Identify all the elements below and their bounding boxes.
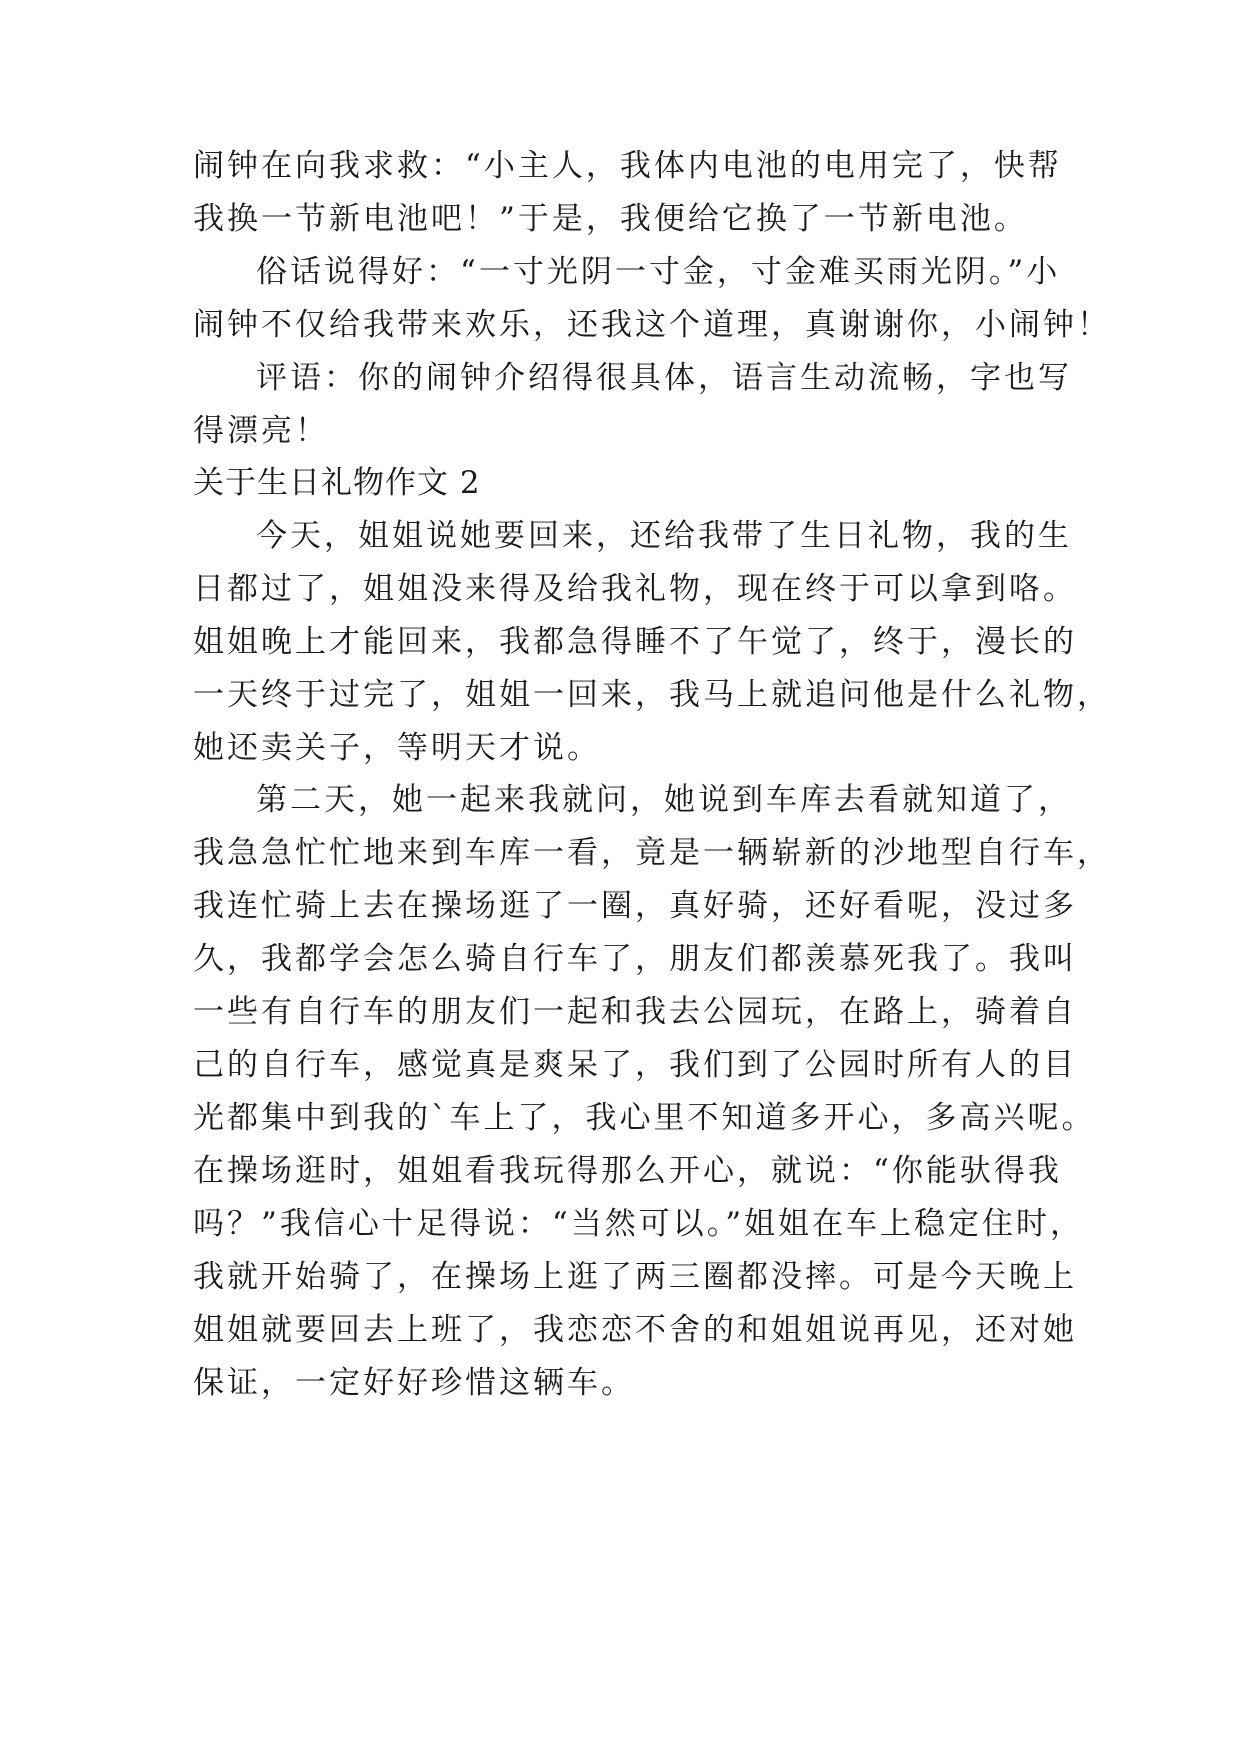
text-line: 她还卖关子，等明天才说。: [193, 730, 601, 766]
text-line: 我急急忙忙地来到车库一看，竟是一辆崭新的沙地型自行车，: [193, 835, 1111, 871]
text-line: 在操场逛时，姐姐看我玩得那么开心，就说：“你能驮得我: [193, 1153, 1062, 1189]
text-line: 第二天，她一起来我就问，她说到车库去看就知道了，: [256, 782, 1072, 818]
text-line: 久，我都学会怎么骑自行车了，朋友们都羡慕死我了。我叫: [193, 941, 1077, 977]
text-line: 俗话说得好：“一寸光阴一寸金，寸金难买雨光阴。”小: [256, 254, 1061, 290]
text-line: 姐姐就要回去上班了，我恋恋不舍的和姐姐说再见，还对她: [193, 1312, 1077, 1348]
text-line: 光都集中到我的`车上了，我心里不知道多开心，多高兴呢。: [193, 1100, 1096, 1136]
text-line: 我连忙骑上去在操场逛了一圈，真好骑，还好看呢，没过多: [193, 888, 1077, 924]
text-line: 己的自行车，感觉真是爽呆了，我们到了公园时所有人的目: [193, 1047, 1077, 1083]
text-line: 一天终于过完了，姐姐一回来，我马上就追问他是什么礼物，: [193, 677, 1111, 713]
section-heading: 关于生日礼物作文 2: [193, 465, 481, 501]
text-line: 得漂亮！: [193, 413, 329, 449]
text-line: 我换一节新电池吧！”于是，我便给它换了一节新电池。: [193, 201, 1028, 237]
text-line: 吗？”我信心十足得说：“当然可以。”姐姐在车上稳定住时，: [193, 1206, 1085, 1242]
text-line: 今天，姐姐说她要回来，还给我带了生日礼物，我的生: [256, 518, 1072, 554]
text-line: 日都过了，姐姐没来得及给我礼物，现在终于可以拿到咯。: [193, 571, 1077, 607]
text-line: 一些有自行车的朋友们一起和我去公园玩，在路上，骑着自: [193, 994, 1077, 1030]
text-line: 闹钟在向我求救：“小主人，我体内电池的电用完了，快帮: [193, 148, 1062, 184]
text-line: 保证，一定好好珍惜这辆车。: [193, 1365, 635, 1401]
text-line: 我就开始骑了，在操场上逛了两三圈都没摔。可是今天晚上: [193, 1259, 1077, 1295]
text-line: 姐姐晚上才能回来，我都急得睡不了午觉了，终于，漫长的: [193, 624, 1077, 660]
text-line: 闹钟不仅给我带来欢乐，还我这个道理，真谢谢你，小闹钟！: [193, 307, 1111, 343]
text-line: 评语：你的闹钟介绍得很具体，语言生动流畅，字也写: [256, 360, 1072, 396]
